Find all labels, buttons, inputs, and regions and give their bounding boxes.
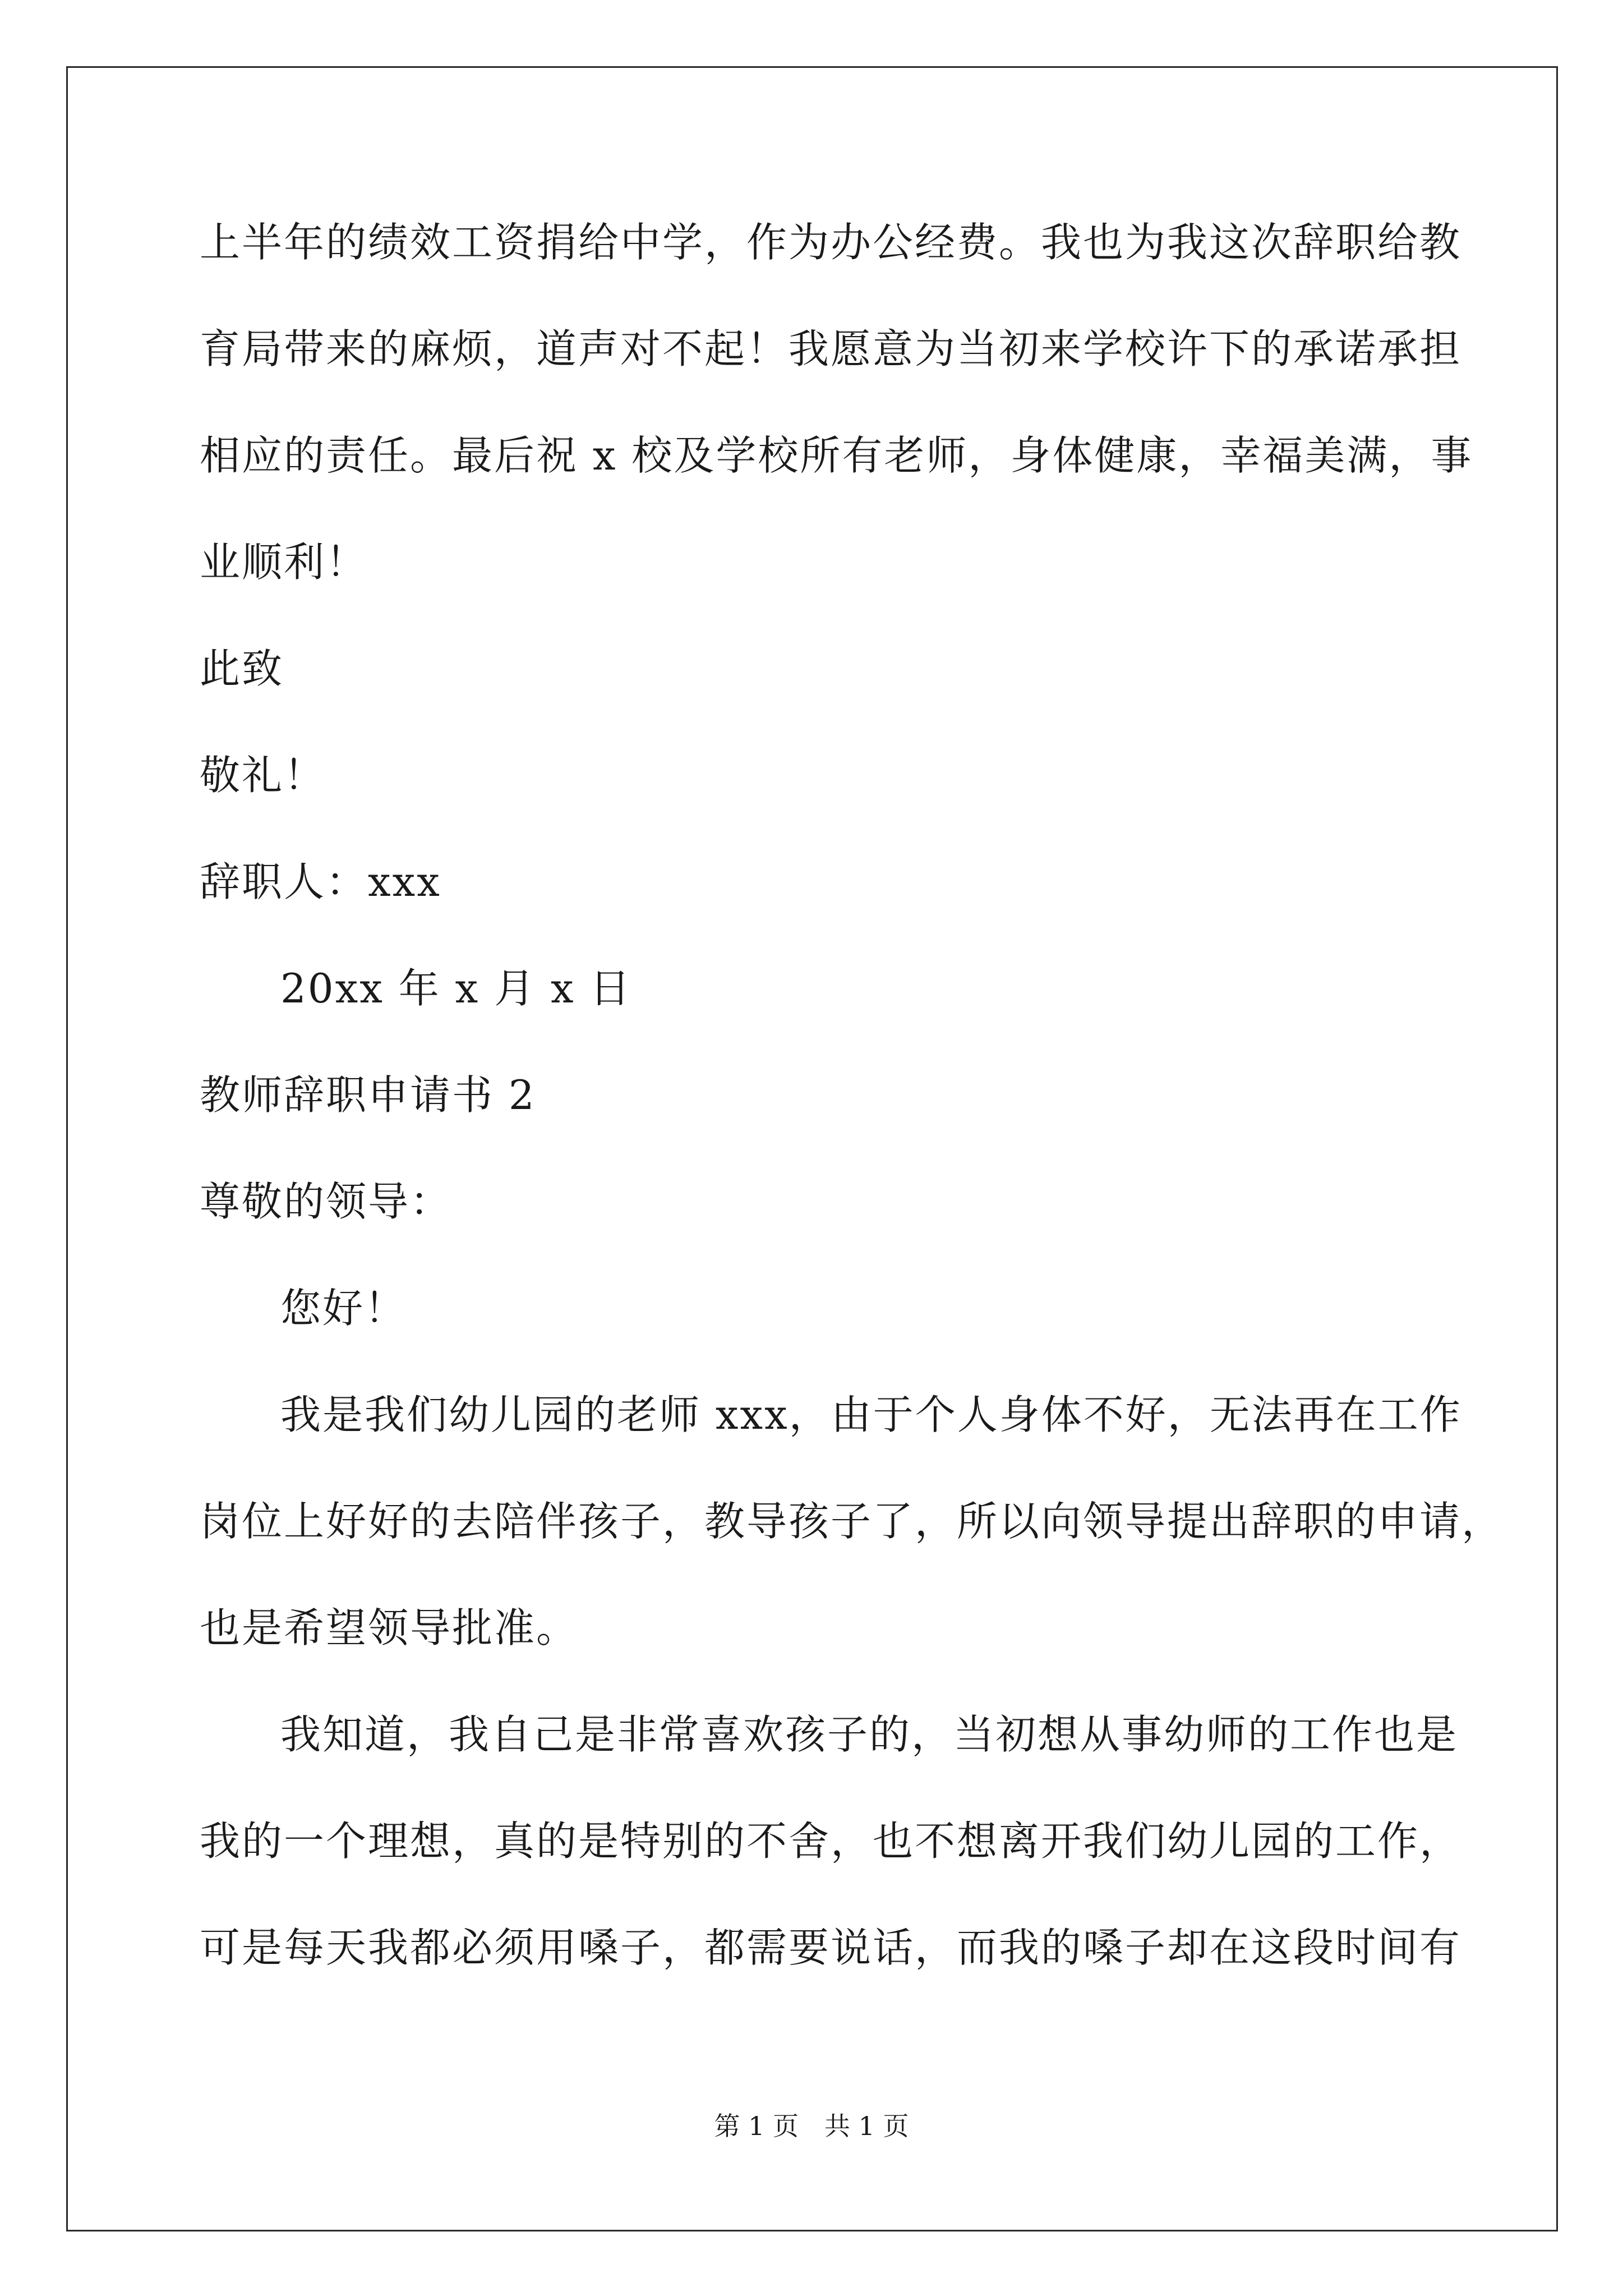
page-border	[66, 66, 1558, 2231]
text-line: 我知道，我自己是非常喜欢孩子的，当初想从事幼师的工作也是	[280, 1711, 1459, 1758]
page-footer: 第 1 页 共 1 页	[714, 2111, 909, 2141]
text-line: 上半年的绩效工资捐给中学，作为办公经费。我也为我这次辞职给教	[200, 219, 1462, 266]
text-line: 育局带来的麻烦，道声对不起！我愿意为当初来学校许下的承诺承担	[200, 325, 1462, 372]
closing-salutation: 此致	[200, 645, 284, 692]
text-line: 相应的责任。最后祝 x 校及学校所有老师，身体健康，幸福美满，事	[200, 432, 1473, 479]
text-line: 我是我们幼儿园的老师 xxx，由于个人身体不好，无法再在工作	[280, 1391, 1462, 1438]
greeting-line: 尊敬的领导：	[200, 1178, 453, 1225]
text-line: 岗位上好好的去陪伴孩子，教导孩子了，所以向领导提出辞职的申请，	[200, 1498, 1504, 1545]
text-line: 我的一个理想，真的是特别的不舍，也不想离开我们幼儿园的工作，	[200, 1818, 1462, 1865]
signature-line: 辞职人：xxx	[200, 858, 441, 905]
greeting-hello: 您好！	[280, 1285, 407, 1332]
text-line: 可是每天我都必须用嗓子，都需要说话，而我的嗓子却在这段时间有	[200, 1924, 1462, 1971]
text-line: 也是希望领导批准。	[200, 1604, 579, 1651]
section-title: 教师辞职申请书 2	[200, 1071, 536, 1119]
closing-regards: 敬礼！	[200, 752, 326, 799]
text-line: 业顺利！	[200, 539, 368, 586]
date-line: 20xx 年 x 月 x 日	[280, 965, 632, 1012]
